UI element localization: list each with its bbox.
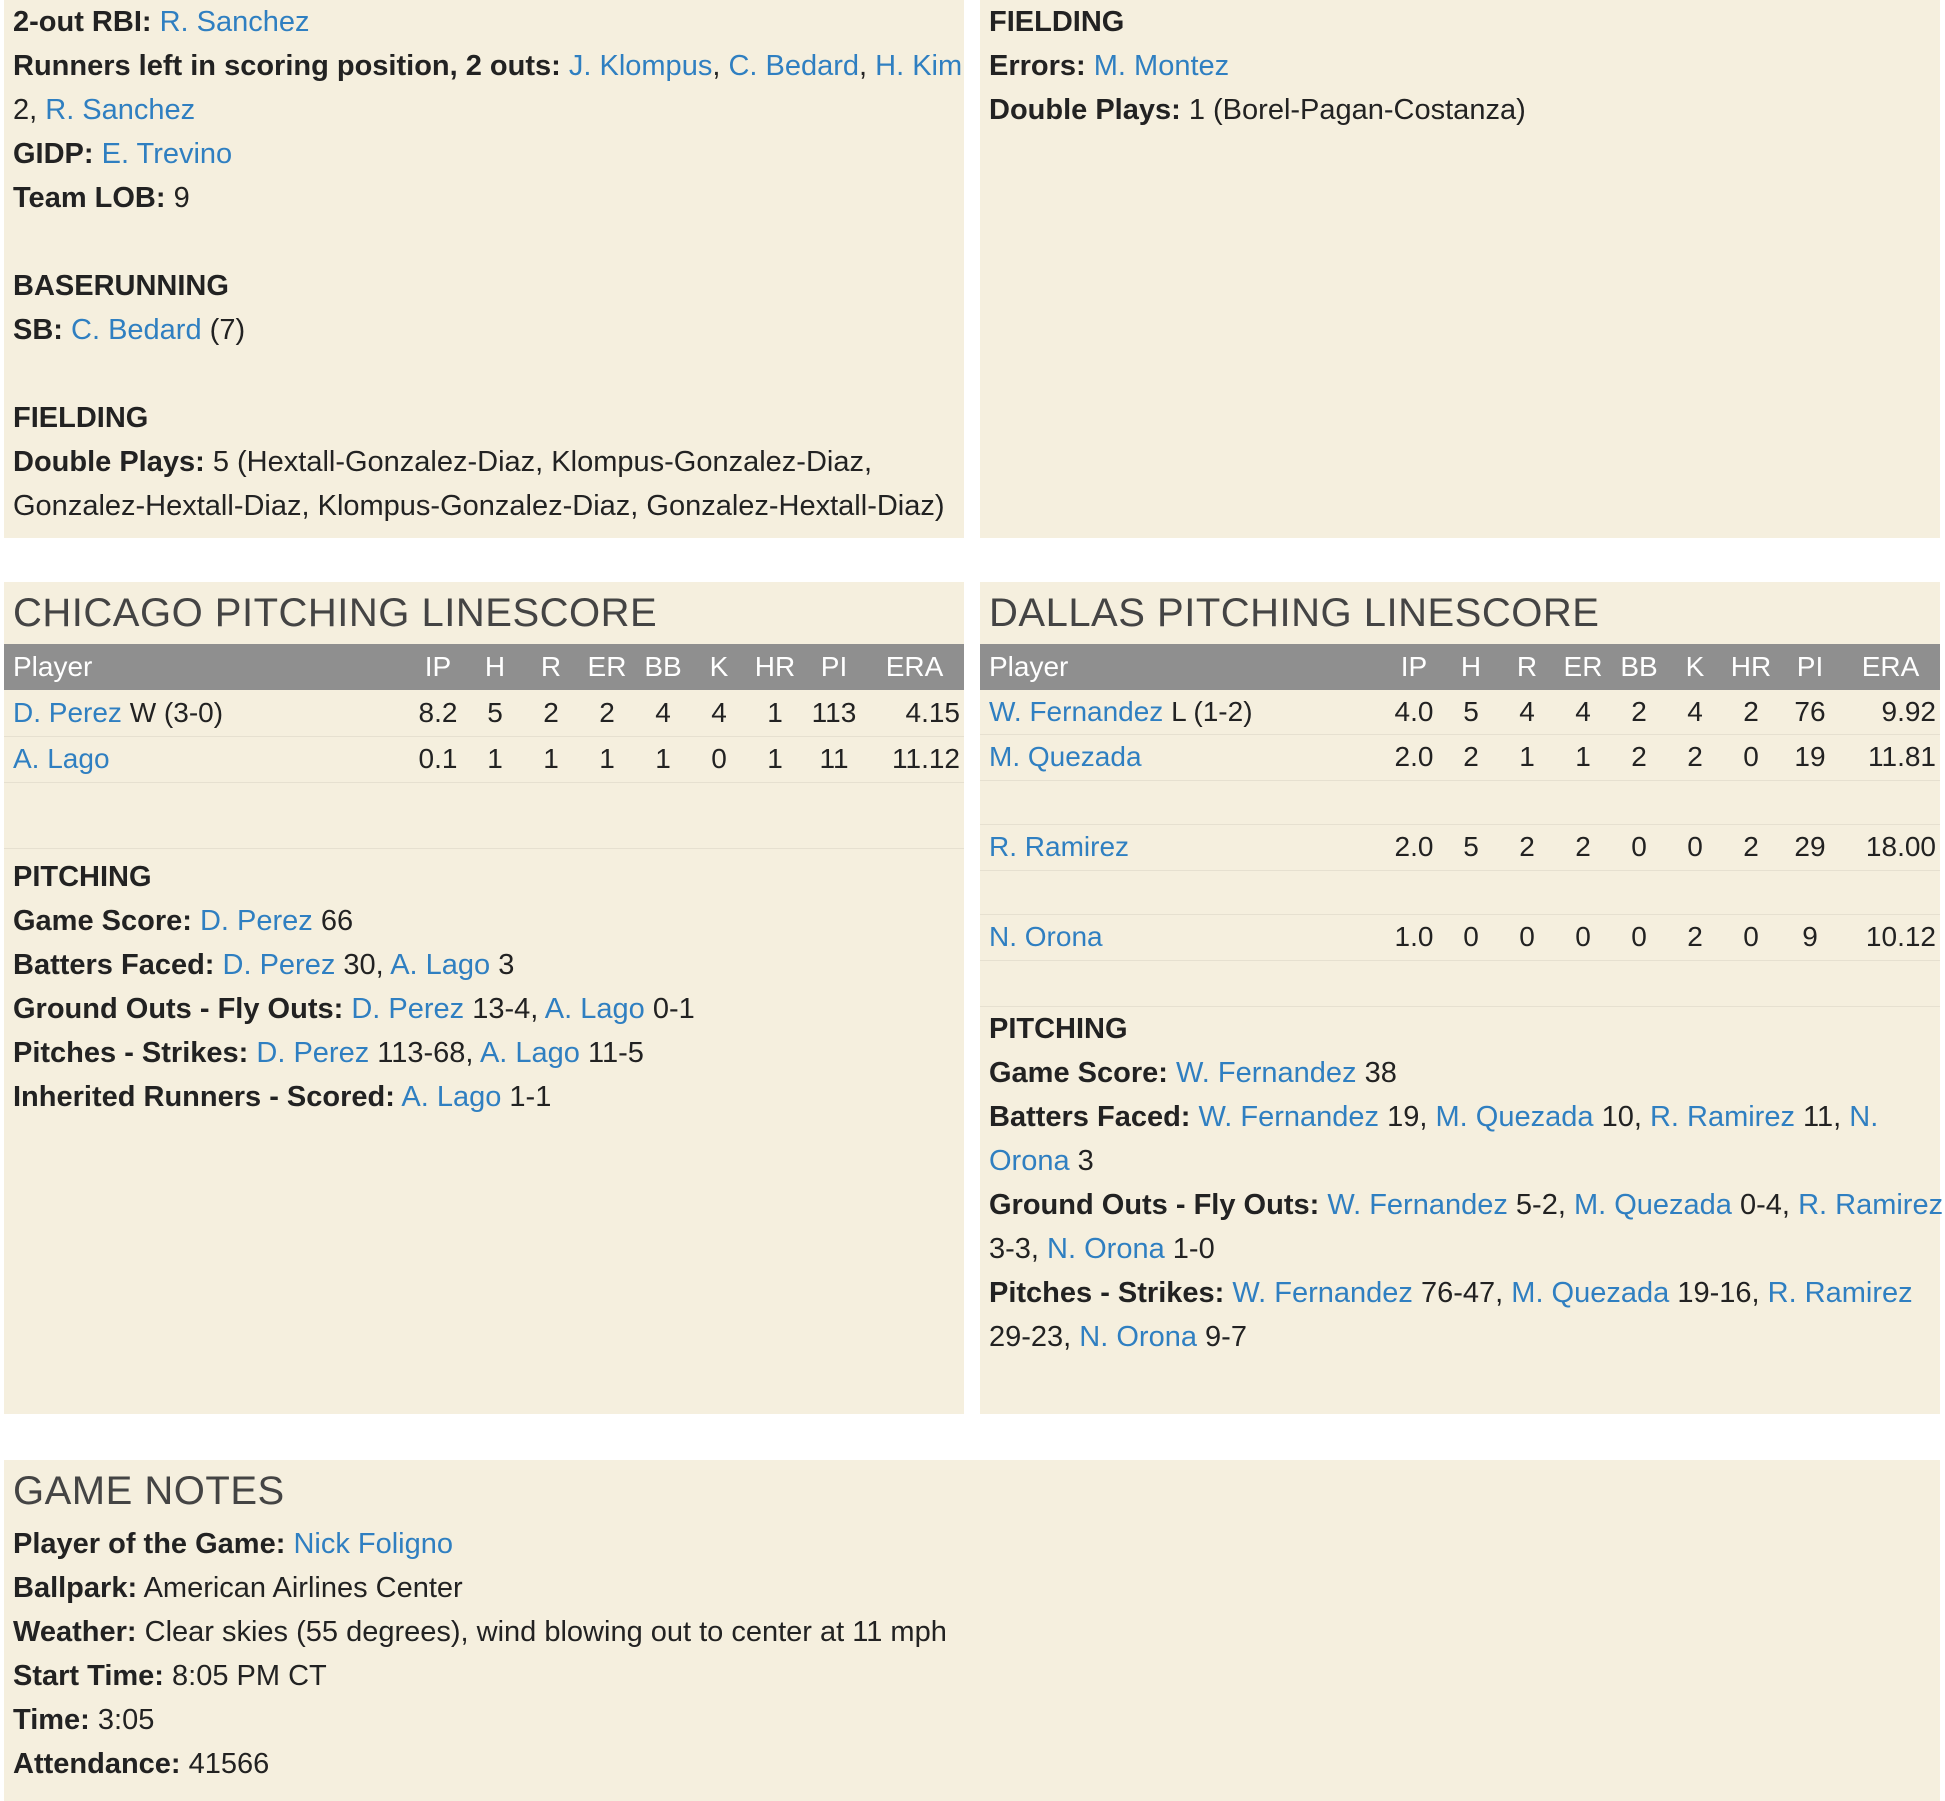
cell-k: 4 xyxy=(691,690,747,736)
cell-hr: 2 xyxy=(1723,690,1779,734)
col-header: ERA xyxy=(1841,644,1940,690)
cell-pi: 19 xyxy=(1779,734,1841,780)
chicago-pitching-panel xyxy=(4,582,964,1414)
cell-ip: 8.2 xyxy=(409,690,467,736)
player-link[interactable]: Orona xyxy=(989,1144,1070,1177)
batters-faced-line xyxy=(13,943,964,987)
col-header: ER xyxy=(1555,644,1611,690)
cell-ip: 2.0 xyxy=(1385,824,1443,870)
cell-era: 9.92 xyxy=(1841,690,1940,734)
batters-faced-line xyxy=(989,1095,1940,1139)
col-header: H xyxy=(1443,644,1499,690)
cell-k: 2 xyxy=(1667,734,1723,780)
note-value: 10, xyxy=(1601,1100,1642,1133)
cell-h: 0 xyxy=(1443,914,1499,960)
note-value: 19-16, xyxy=(1677,1276,1760,1309)
note-value: 1-0 xyxy=(1172,1232,1215,1265)
cell-h: 2 xyxy=(1443,734,1499,780)
player-link[interactable]: R. Ramirez xyxy=(1649,1100,1795,1133)
col-header: ERA xyxy=(865,644,964,690)
player-link[interactable]: A. Lago xyxy=(544,992,645,1025)
attendance-line xyxy=(13,1742,1940,1786)
cell-ip: 0.1 xyxy=(409,736,467,782)
pitches-strikes-line-cont xyxy=(989,1315,1940,1359)
pitches-strikes-line xyxy=(989,1271,1940,1315)
fielding-heading: FIELDING xyxy=(13,402,149,434)
cell-era: 11.12 xyxy=(865,736,964,782)
go-fo-line-cont xyxy=(989,1227,1940,1271)
player-of-game-line xyxy=(13,1522,1940,1566)
note-label: Game Score: xyxy=(13,904,192,937)
player-link[interactable]: R. Ramirez xyxy=(1798,1188,1944,1221)
cell-r: 2 xyxy=(1499,824,1555,870)
note-value: 0-4, xyxy=(1740,1188,1790,1221)
note-value: 0-1 xyxy=(652,992,695,1025)
cell-pi: 76 xyxy=(1779,690,1841,734)
note-value: 3:05 xyxy=(97,1704,155,1736)
col-header: HR xyxy=(1723,644,1779,690)
note-label: Runners left in scoring position, 2 outs: xyxy=(13,50,561,82)
chicago-pitching-table xyxy=(4,644,964,849)
note-value: 3-3, xyxy=(989,1232,1039,1265)
player-link[interactable]: R. Ramirez xyxy=(1767,1276,1913,1309)
player-link[interactable]: D. Perez xyxy=(13,696,122,728)
note-value: Clear skies (55 degrees), wind blowing out to center at 11 mph xyxy=(144,1616,947,1648)
player-link[interactable]: N. Orona xyxy=(1047,1232,1165,1265)
cell-k: 4 xyxy=(1667,690,1723,734)
time-line xyxy=(13,1698,1940,1742)
note-label: Weather: xyxy=(13,1616,137,1648)
cell-bb: 2 xyxy=(1611,734,1667,780)
note-value: 9-7 xyxy=(1205,1320,1247,1353)
note-label: Team LOB: xyxy=(13,182,166,214)
note-value: (7) xyxy=(209,314,246,346)
player-link[interactable]: M. Quezada xyxy=(989,741,1142,772)
cell-h: 5 xyxy=(1443,824,1499,870)
col-header: ER xyxy=(579,644,635,690)
cell-k: 2 xyxy=(1667,914,1723,960)
cell-ip: 1.0 xyxy=(1385,914,1443,960)
player-link[interactable]: C. Bedard xyxy=(71,314,202,346)
note-value: 41566 xyxy=(188,1748,270,1780)
note-label: Ballpark: xyxy=(13,1572,138,1604)
note-label: Game Score: xyxy=(989,1056,1168,1089)
pitches-strikes-line xyxy=(13,1031,964,1075)
player-link[interactable]: M. Quezada xyxy=(1573,1188,1732,1221)
player-link[interactable]: D. Perez xyxy=(351,992,465,1025)
cell-hr: 1 xyxy=(747,690,803,736)
note-label: Pitches - Strikes: xyxy=(989,1276,1225,1309)
cell-er: 1 xyxy=(1555,734,1611,780)
double-plays-line xyxy=(989,88,1940,132)
table-row xyxy=(980,690,1940,734)
game-score-line xyxy=(989,1051,1940,1095)
note-value: 76-47, xyxy=(1420,1276,1504,1309)
cell-k: 0 xyxy=(1667,824,1723,870)
col-header: BB xyxy=(635,644,691,690)
cell-pi: 113 xyxy=(803,690,865,736)
cell-r: 1 xyxy=(1499,734,1555,780)
cell-er: 1 xyxy=(579,736,635,782)
two-out-rbi-line xyxy=(13,0,964,44)
player-link[interactable]: R. Ramirez xyxy=(989,831,1130,862)
col-header: R xyxy=(523,644,579,690)
dallas-pitching-panel xyxy=(980,582,1944,1414)
cell-pi: 9 xyxy=(1779,914,1841,960)
cell-er: 2 xyxy=(579,690,635,736)
col-header: K xyxy=(1667,644,1723,690)
player-link[interactable]: M. Quezada xyxy=(1435,1100,1594,1133)
col-header: Player xyxy=(980,644,1385,690)
player-link[interactable]: A. Lago xyxy=(390,948,491,981)
note-value: 5 (Hextall-Gonzalez-Diaz, Klompus-Gonzalez-Diaz, xyxy=(212,446,873,478)
cell-r: 4 xyxy=(1499,690,1555,734)
cell-k: 0 xyxy=(691,736,747,782)
player-link[interactable]: D. Perez xyxy=(222,948,336,981)
table-spacer-row xyxy=(980,870,1940,914)
note-value: 66 xyxy=(320,904,354,937)
cell-bb: 2 xyxy=(1611,690,1667,734)
cell-bb: 0 xyxy=(1611,824,1667,870)
note-label: Batters Faced: xyxy=(13,948,215,981)
table-row xyxy=(980,824,1940,870)
game-notes-panel xyxy=(4,1460,1940,1801)
player-link[interactable]: M. Montez xyxy=(1093,50,1230,82)
player-link[interactable]: N. Orona xyxy=(1079,1320,1197,1353)
table-spacer-row xyxy=(4,782,964,848)
dallas-pitching-table xyxy=(980,644,1940,1007)
pitching-heading: PITCHING xyxy=(989,1012,1128,1045)
note-label: Start Time: xyxy=(13,1660,164,1692)
batters-faced-line-cont xyxy=(989,1139,1940,1183)
cell-r: 0 xyxy=(1499,914,1555,960)
player-link[interactable]: H. Kim xyxy=(875,50,963,82)
note-value: 8:05 PM CT xyxy=(172,1660,327,1692)
go-fo-line xyxy=(989,1183,1944,1227)
note-value: 30, xyxy=(343,948,384,981)
player-link[interactable]: M. Quezada xyxy=(1511,1276,1670,1309)
risp-line-cont xyxy=(13,88,964,132)
note-value: 19, xyxy=(1387,1100,1428,1133)
note-value: 11-5 xyxy=(588,1036,644,1069)
col-header: IP xyxy=(409,644,467,690)
errors-line xyxy=(989,44,1940,88)
cell-h: 1 xyxy=(467,736,523,782)
cell-hr: 2 xyxy=(1723,824,1779,870)
note-label: Player of the Game: xyxy=(13,1528,286,1560)
player-link[interactable]: Nick Foligno xyxy=(293,1528,453,1560)
cell-h: 5 xyxy=(1443,690,1499,734)
decision: W (3-0) xyxy=(129,696,224,728)
note-value: 38 xyxy=(1364,1056,1397,1089)
cell-hr: 1 xyxy=(747,736,803,782)
player-link[interactable]: R. Sanchez xyxy=(159,6,310,38)
note-value: 1 (Borel-Pagan-Costanza) xyxy=(1188,94,1526,126)
cell-h: 5 xyxy=(467,690,523,736)
cell-er: 4 xyxy=(1555,690,1611,734)
player-link[interactable]: J. Klompus xyxy=(568,50,713,82)
player-link[interactable]: A. Lago xyxy=(401,1080,502,1113)
player-link[interactable]: W. Fernandez xyxy=(1175,1056,1357,1089)
table-row xyxy=(980,914,1940,960)
cell-er: 0 xyxy=(1555,914,1611,960)
player-link[interactable]: E. Trevino xyxy=(101,138,233,170)
table-header-row xyxy=(4,644,964,690)
ballpark-line xyxy=(13,1566,1940,1610)
player-link[interactable]: A. Lago xyxy=(13,743,110,774)
cell-er: 2 xyxy=(1555,824,1611,870)
player-link[interactable]: D. Perez xyxy=(256,1036,370,1069)
player-link[interactable]: D. Perez xyxy=(199,904,313,937)
note-label: SB: xyxy=(13,314,63,346)
table-spacer-row xyxy=(980,960,1940,1006)
start-time-line xyxy=(13,1654,1940,1698)
player-link[interactable]: C. Bedard xyxy=(728,50,860,82)
table-spacer-row xyxy=(980,780,1940,824)
risp-line: Runners left in scoring position, 2 outs: J. Klompus, C. Bedard, H. Kim xyxy=(13,50,963,82)
cell-bb: 0 xyxy=(1611,914,1667,960)
col-header: H xyxy=(467,644,523,690)
decision: L (1-2) xyxy=(1171,695,1253,727)
cell-r: 2 xyxy=(523,690,579,736)
note-value: American Airlines Center xyxy=(143,1572,463,1604)
cell-bb: 4 xyxy=(635,690,691,736)
cell-r: 1 xyxy=(523,736,579,782)
table-row xyxy=(4,736,964,782)
player-link[interactable]: N. Orona xyxy=(989,921,1103,952)
game-score-line xyxy=(13,899,964,943)
note-value: 13-4, xyxy=(472,992,539,1025)
player-link[interactable]: N. xyxy=(1849,1100,1879,1133)
cell-era: 11.81 xyxy=(1841,734,1940,780)
chicago-batting-notes-panel xyxy=(4,0,964,538)
note-value: 5-2, xyxy=(1515,1188,1566,1221)
note-label: GIDP: xyxy=(13,138,94,170)
note-label: Attendance: xyxy=(13,1748,181,1780)
note-label: Time: xyxy=(13,1704,90,1736)
col-header: HR xyxy=(747,644,803,690)
note-value: 113-68, xyxy=(377,1036,474,1069)
pitching-heading: PITCHING xyxy=(13,860,152,893)
fielding-heading: FIELDING xyxy=(989,6,1125,38)
stolen-bases-line xyxy=(13,308,964,352)
note-label: 2-out RBI: xyxy=(13,6,152,38)
note-value: Gonzalez-Hextall-Diaz, Klompus-Gonzalez-Diaz, Gonzalez-Hextall-Diaz) xyxy=(13,490,945,522)
note-label: Pitches - Strikes: xyxy=(13,1036,249,1069)
dallas-fielding-notes-panel xyxy=(980,0,1940,538)
inherited-runners-line xyxy=(13,1075,964,1119)
cell-ip: 4.0 xyxy=(1385,690,1443,734)
cell-hr: 0 xyxy=(1723,914,1779,960)
player-link[interactable]: A. Lago xyxy=(479,1036,580,1069)
note-label: Double Plays: xyxy=(989,94,1181,126)
table-row xyxy=(4,690,964,736)
note-value: 29-23, xyxy=(989,1320,1072,1353)
col-header: PI xyxy=(1779,644,1841,690)
player-link[interactable]: W. Fernandez xyxy=(1198,1100,1380,1133)
col-header: R xyxy=(1499,644,1555,690)
cell-pi: 29 xyxy=(1779,824,1841,870)
cell-pi: 11 xyxy=(803,736,865,782)
cell-bb: 1 xyxy=(635,736,691,782)
note-label: Double Plays: xyxy=(13,446,205,478)
gidp-line xyxy=(13,132,964,176)
note-value: 2, xyxy=(13,94,38,126)
double-plays-line-cont xyxy=(13,484,964,528)
cell-era: 10.12 xyxy=(1841,914,1940,960)
cell-era: 18.00 xyxy=(1841,824,1940,870)
note-label: Ground Outs - Fly Outs: xyxy=(13,992,344,1025)
note-label: Ground Outs - Fly Outs: xyxy=(989,1188,1320,1221)
col-header: BB xyxy=(1611,644,1667,690)
double-plays-line xyxy=(13,440,964,484)
player-link[interactable]: W. Fernandez xyxy=(1327,1188,1508,1221)
section-title: CHICAGO PITCHING LINESCORE xyxy=(13,591,658,635)
col-header: PI xyxy=(803,644,865,690)
cell-era: 4.15 xyxy=(865,690,964,736)
cell-ip: 2.0 xyxy=(1385,734,1443,780)
section-title: DALLAS PITCHING LINESCORE xyxy=(989,591,1600,635)
section-title: GAME NOTES xyxy=(13,1469,285,1513)
note-label: Batters Faced: xyxy=(989,1100,1191,1133)
note-value: 1-1 xyxy=(509,1080,552,1113)
col-header: IP xyxy=(1385,644,1443,690)
table-header-row xyxy=(980,644,1940,690)
col-header: K xyxy=(691,644,747,690)
team-lob-line xyxy=(13,176,964,220)
player-link[interactable]: W. Fernandez xyxy=(989,695,1164,727)
note-value: 3 xyxy=(1077,1144,1094,1177)
col-header: Player xyxy=(4,644,409,690)
note-value: 11, xyxy=(1803,1100,1842,1133)
player-link[interactable]: W. Fernandez xyxy=(1232,1276,1413,1309)
baserunning-heading: BASERUNNING xyxy=(13,270,229,302)
go-fo-line xyxy=(13,987,964,1031)
note-label: Inherited Runners - Scored: xyxy=(13,1080,395,1113)
table-row xyxy=(980,734,1940,780)
weather-line xyxy=(13,1610,1940,1654)
note-value: 3 xyxy=(498,948,515,981)
note-value: 9 xyxy=(173,182,190,214)
player-link[interactable]: R. Sanchez xyxy=(45,94,196,126)
note-label: Errors: xyxy=(989,50,1086,82)
cell-hr: 0 xyxy=(1723,734,1779,780)
